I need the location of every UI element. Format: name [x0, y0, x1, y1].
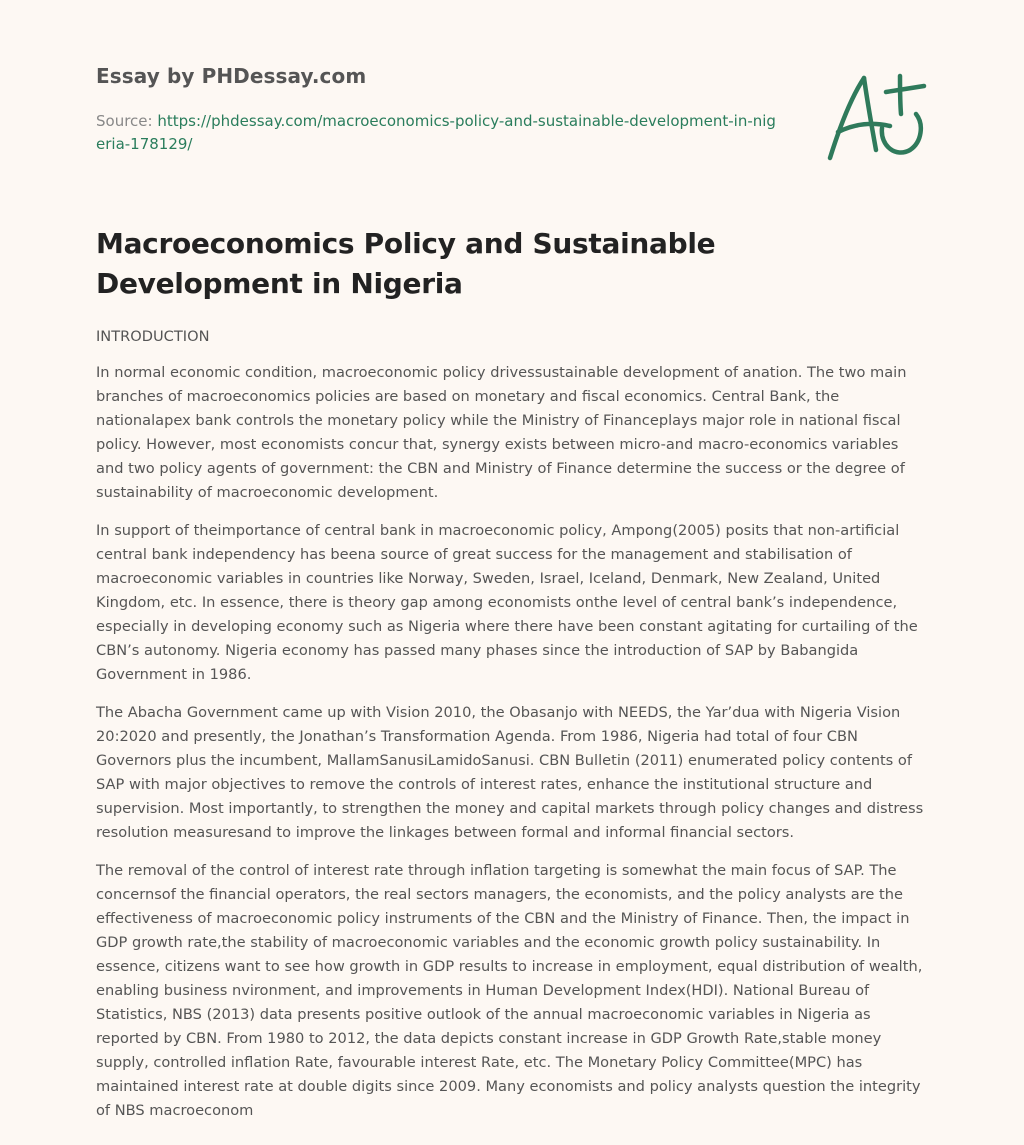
paragraph: In normal economic condition, macroeconomic policy drivessustainable development of anation. The two main branches of macroeconomics policies are based on monetary and fiscal economics. Central Bank, the nationalapex bank controls the monetary policy while the Ministry of Financeplays major role in national fiscal policy. However, most economists concur that, synergy exists between micro-and macro-economics variables and two policy agents of government: the CBN and Ministry of Finance determine the success or the degree of sustainability of macroeconomic development.: [96, 364, 907, 501]
paragraph: The Abacha Government came up with Vision 2010, the Obasanjo with NEEDS, the Yar’dua with Nigeria Vision 20:2020 and presently, the Jonathan’s Transformation Agenda. From 1986, Nigeria had total of four CBN Governors plus the incumbent, MallamSanusiLamidoSanusi. CBN Bulletin (2011) enumerated policy contents of SAP with major objectives to remove the controls of interest rates, enhance the institutional structure and supervision. Most importantly, to strengthen the money and capital markets through policy changes and distress resolution measuresand to improve the linkages between formal and informal financial sectors.: [96, 704, 924, 841]
paragraph: The removal of the control of interest rate through inflation targeting is somewhat the main focus of SAP. The concernsof the financial operators, the real sectors managers, the economists, and the policy analysts are the effectiveness of macroeconomic policy instruments of the CBN and the Ministry of Finance. Then, the impact in GDP growth rate,the stability of macroeconomic variables and the economic growth policy sustainability. In essence, citizens want to see how growth in GDP results to increase in employment, equal distribution of wealth, enabling business nvironment, and improvements in Human Development Index(HDI). National Bureau of Statistics, NBS (2013) data presents positive outlook of the annual macroeconomic variables in Nigeria as reported by CBN. From 1980 to 2012, the data depicts constant increase in GDP Growth Rate,stable money supply, controlled inflation Rate, favourable interest Rate, etc. The Monetary Policy Committee(MPC) has maintained interest rate at double digits since 2009. Many economists and policy analysts question the integrity of NBS macroeconom: [96, 862, 923, 1119]
source-label: Source:: [96, 112, 158, 130]
source-link[interactable]: https://phdessay.com/macroeconomics-policy-and-sustainable-development-in-nigeria-178129/: [96, 112, 776, 153]
paragraph: In support of theimportance of central bank in macroeconomic policy, Ampong(2005) posits that non-artificial central bank independency has beena source of great success for the management and stabilisation of macroeconomic variables in countries like Norway, Sweden, Israel, Iceland, Denmark, New Zealand, United Kingdom, etc. In essence, there is theory gap among economists onthe level of central bank’s independence, especially in developing economy such as Nigeria where there have been constant agitating for curtailing of the CBN’s autonomy. Nigeria economy has passed many phases since the introduction of SAP by Babangida Government in 1986.: [96, 522, 918, 683]
essay-body: [96, 325, 928, 1137]
section-heading: INTRODUCTION: [96, 328, 210, 345]
source-line: [96, 110, 776, 156]
site-title: Essay by PHDessay.com: [96, 64, 367, 88]
essay-title: Macroeconomics Policy and Sustainable Development in Nigeria: [96, 227, 716, 300]
a-plus-logo-icon: [820, 66, 930, 166]
